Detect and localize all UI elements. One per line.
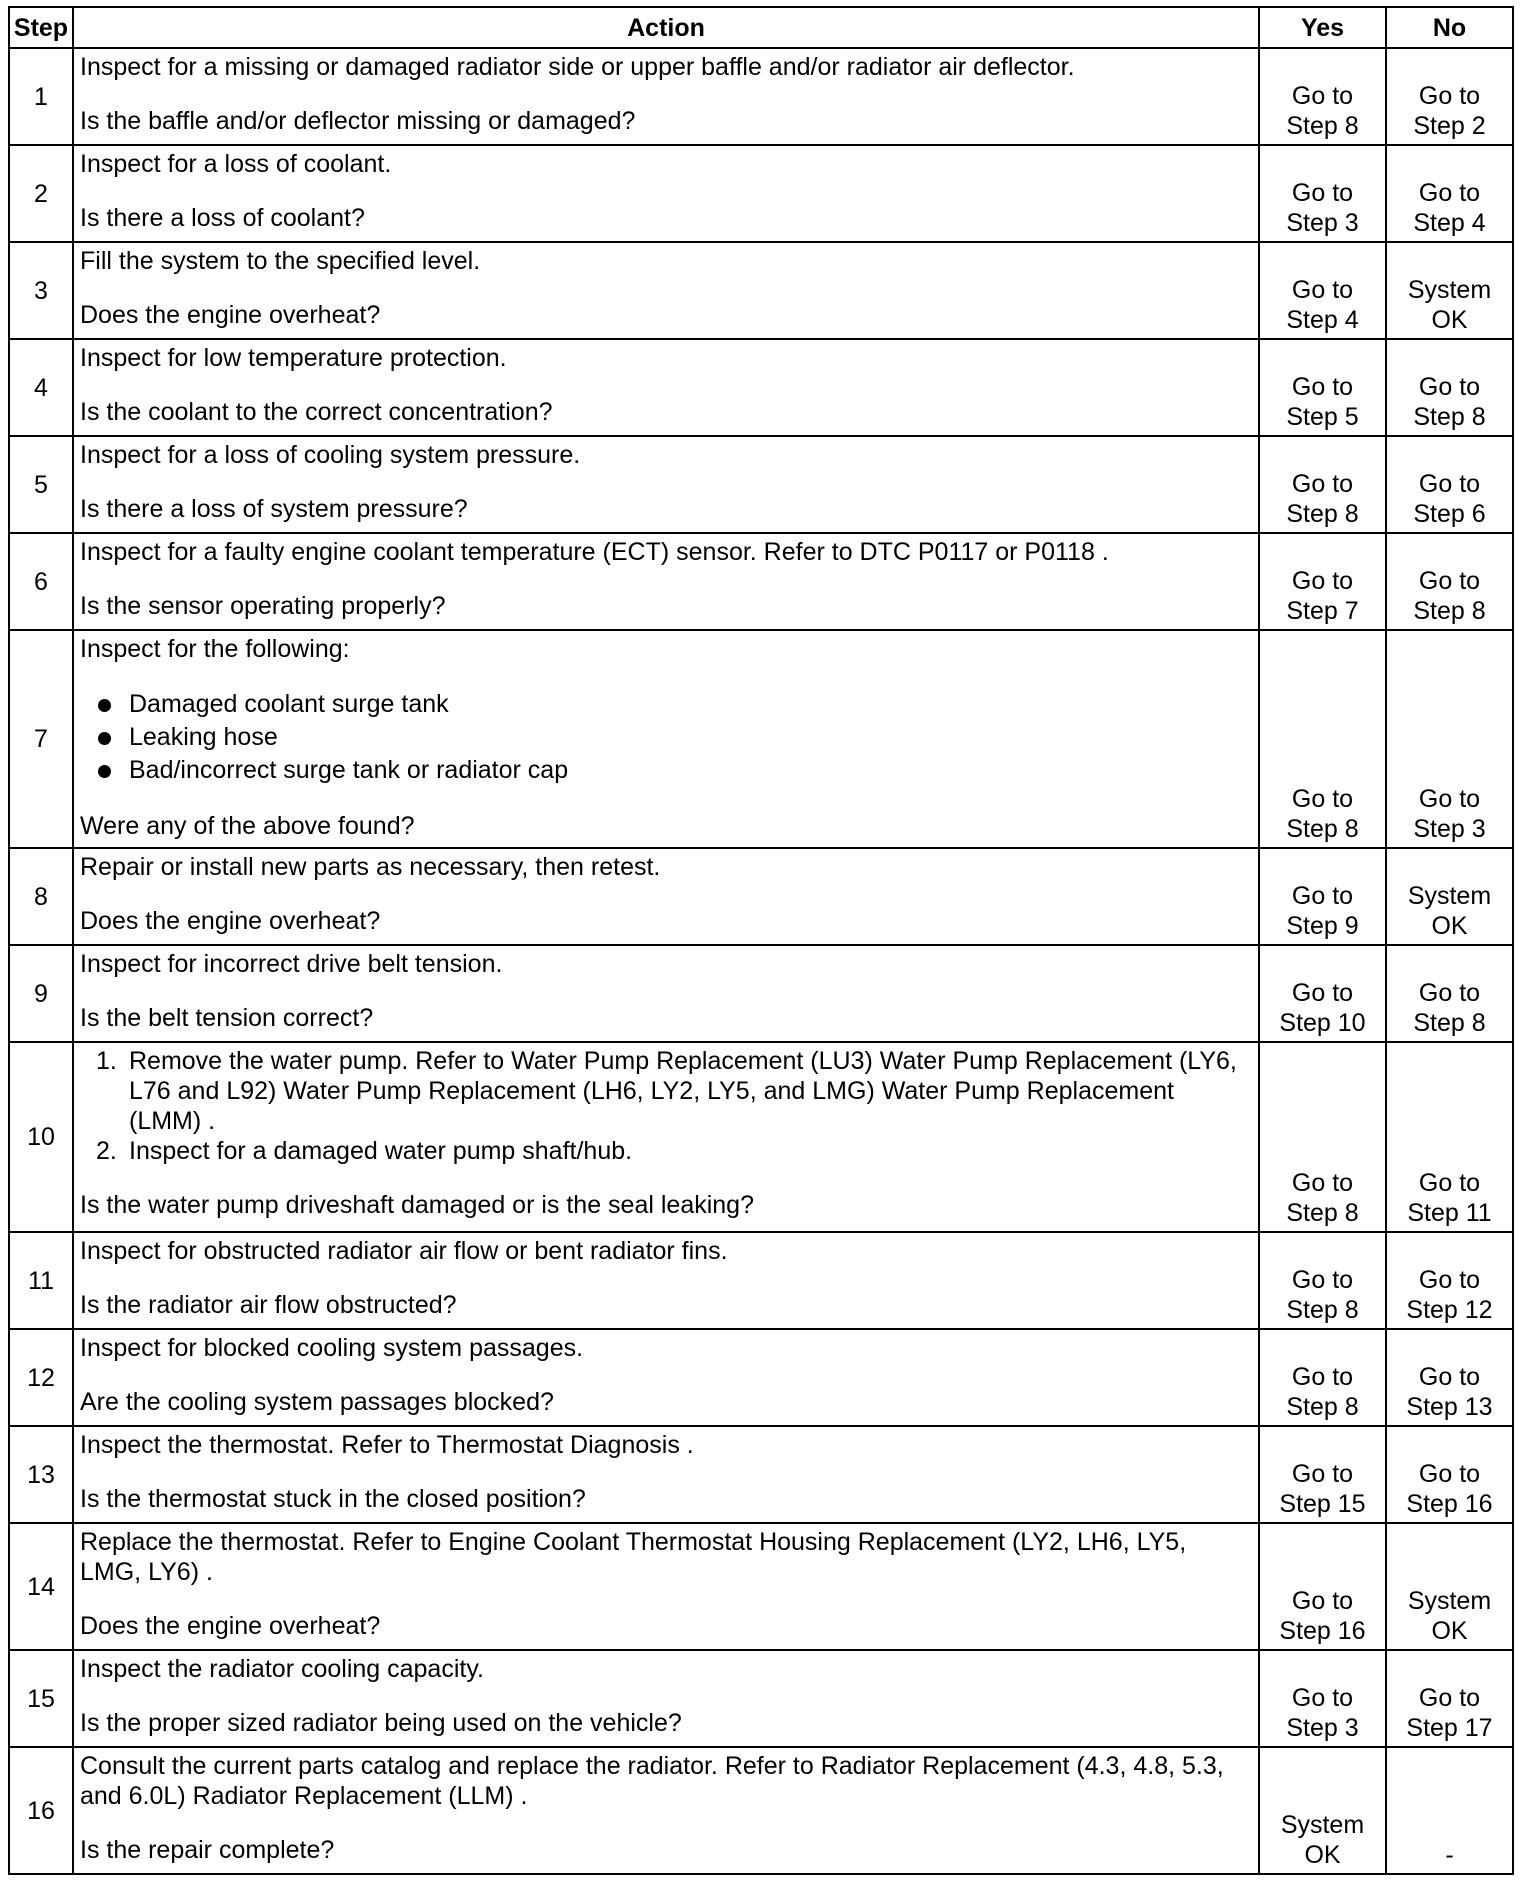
table-row — [9, 436, 1513, 533]
table-row — [9, 1650, 1513, 1747]
step-number-cell: 15 — [9, 1650, 73, 1747]
instruction-line: Inspect for low temperature protection. — [80, 344, 507, 372]
yes-result-line: Step 7 — [1286, 597, 1359, 625]
action-bullet-list — [80, 688, 1252, 787]
action-cell — [73, 848, 1259, 945]
no-result-line: Go to — [1418, 979, 1481, 1007]
no-result-line: Step 6 — [1413, 500, 1486, 528]
yes-result-line: Go to — [1291, 373, 1354, 401]
action-instruction — [80, 1527, 1252, 1587]
yes-result-cell — [1259, 1042, 1386, 1232]
action-instruction — [80, 634, 1252, 664]
no-result-line: Go to — [1418, 1363, 1481, 1391]
action-instruction — [80, 949, 1252, 979]
yes-result-line: Step 8 — [1286, 500, 1359, 528]
bullet-icon — [98, 765, 111, 778]
yes-result-cell — [1259, 339, 1386, 436]
yes-result-line: Step 8 — [1286, 1296, 1359, 1324]
no-result-cell — [1386, 1426, 1513, 1523]
action-question: Is there a loss of system pressure? — [80, 495, 468, 523]
yes-result-cell — [1259, 145, 1386, 242]
action-instruction — [80, 1236, 1252, 1266]
instruction-line: Repair or install new parts as necessary, then retest. — [80, 853, 661, 881]
instruction-line: Inspect for obstructed radiator air flow or bent radiator fins. — [80, 1237, 728, 1265]
action-question: Is there a loss of coolant? — [80, 204, 365, 232]
step-number-cell: 14 — [9, 1523, 73, 1650]
action-cell — [73, 1042, 1259, 1232]
no-result-cell — [1386, 48, 1513, 145]
table-row — [9, 1329, 1513, 1426]
no-result-cell — [1386, 242, 1513, 339]
action-cell — [73, 1650, 1259, 1747]
no-result-cell — [1386, 436, 1513, 533]
yes-result-line: Go to — [1291, 567, 1354, 595]
bullet-item — [80, 721, 1252, 754]
action-cell — [73, 630, 1259, 848]
no-result-cell — [1386, 1232, 1513, 1329]
action-cell — [73, 945, 1259, 1042]
yes-result-cell — [1259, 48, 1386, 145]
no-result-line: Step 3 — [1413, 815, 1486, 843]
action-cell — [73, 436, 1259, 533]
yes-result-line: Step 8 — [1286, 1393, 1359, 1421]
bullet-text: Bad/incorrect surge tank or radiator cap — [129, 756, 569, 784]
diagnostic-table — [8, 6, 1514, 1875]
instruction-line: Replace the thermostat. Refer to Engine Coolant Thermostat Housing Replacement (LY2, LH6, LY5, — [80, 1528, 1187, 1556]
bullet-icon — [98, 732, 111, 745]
action-question: Is the water pump driveshaft damaged or is the seal leaking? — [80, 1191, 754, 1219]
action-instruction — [80, 149, 1252, 179]
yes-result-cell — [1259, 945, 1386, 1042]
yes-result-line: OK — [1304, 1841, 1341, 1869]
action-cell — [73, 1232, 1259, 1329]
step-number-cell: 6 — [9, 533, 73, 630]
no-result-line: Go to — [1418, 82, 1481, 110]
yes-result-line: Go to — [1291, 1266, 1354, 1294]
step-number-cell: 9 — [9, 945, 73, 1042]
table-row — [9, 48, 1513, 145]
action-question: Is the radiator air flow obstructed? — [80, 1291, 457, 1319]
yes-result-line: Go to — [1291, 82, 1354, 110]
action-instruction — [80, 852, 1252, 882]
no-result-line: System — [1407, 1587, 1492, 1615]
instruction-line: Inspect for the following: — [80, 635, 350, 663]
no-result-cell — [1386, 1042, 1513, 1232]
step-number-cell: 5 — [9, 436, 73, 533]
action-instruction — [80, 1430, 1252, 1460]
numbered-item — [80, 1046, 1252, 1136]
no-result-line: Step 8 — [1413, 403, 1486, 431]
no-result-line: OK — [1431, 1617, 1468, 1645]
yes-result-line: Step 4 — [1286, 306, 1359, 334]
no-result-line: OK — [1431, 306, 1468, 334]
no-result-line: Step 8 — [1413, 597, 1486, 625]
action-instruction — [80, 1751, 1252, 1811]
yes-result-line: Go to — [1291, 979, 1354, 1007]
no-result-line: Go to — [1418, 373, 1481, 401]
yes-result-line: Step 8 — [1286, 112, 1359, 140]
yes-result-line: Step 10 — [1279, 1009, 1366, 1037]
no-result-cell — [1386, 1329, 1513, 1426]
no-result-line: Go to — [1418, 1460, 1481, 1488]
yes-result-cell — [1259, 1426, 1386, 1523]
table-row — [9, 1523, 1513, 1650]
numbered-item — [80, 1136, 1252, 1166]
action-cell — [73, 1523, 1259, 1650]
table-body — [9, 48, 1513, 1874]
action-instruction — [80, 52, 1252, 82]
action-cell — [73, 533, 1259, 630]
no-result-line: Step 12 — [1406, 1296, 1493, 1324]
yes-result-line: Step 5 — [1286, 403, 1359, 431]
no-result-line: Go to — [1418, 1266, 1481, 1294]
yes-result-line: Step 3 — [1286, 209, 1359, 237]
no-result-cell — [1386, 145, 1513, 242]
action-question: Is the belt tension correct? — [80, 1004, 374, 1032]
table-row — [9, 945, 1513, 1042]
no-result-cell — [1386, 533, 1513, 630]
yes-result-line: Go to — [1291, 1587, 1354, 1615]
numbered-item-line: (LMM) . — [129, 1107, 216, 1135]
yes-result-line: Step 8 — [1286, 1199, 1359, 1227]
no-result-line: Step 2 — [1413, 112, 1486, 140]
yes-result-line: Step 3 — [1286, 1714, 1359, 1742]
table-header-row — [9, 7, 1513, 48]
step-number-cell: 2 — [9, 145, 73, 242]
action-question: Does the engine overheat? — [80, 1612, 381, 1640]
yes-result-line: Go to — [1291, 179, 1354, 207]
action-instruction — [80, 537, 1252, 567]
action-instruction — [80, 1654, 1252, 1684]
action-instruction — [80, 440, 1252, 470]
no-result-line: System — [1407, 882, 1492, 910]
numbered-item-line: Remove the water pump. Refer to Water Pump Replacement (LU3) Water Pump Replacement (LY6, — [129, 1047, 1237, 1075]
yes-result-line: Go to — [1291, 470, 1354, 498]
instruction-line: Inspect the thermostat. Refer to Thermostat Diagnosis . — [80, 1431, 694, 1459]
no-result-line: Step 17 — [1406, 1714, 1493, 1742]
no-result-cell — [1386, 848, 1513, 945]
no-result-cell — [1386, 630, 1513, 848]
action-question: Is the baffle and/or deflector missing or damaged? — [80, 107, 636, 135]
step-column-header: Step — [9, 7, 73, 48]
step-number-cell: 8 — [9, 848, 73, 945]
table-row — [9, 848, 1513, 945]
no-result-cell — [1386, 339, 1513, 436]
no-result-line: Step 8 — [1413, 1009, 1486, 1037]
step-number-cell: 7 — [9, 630, 73, 848]
yes-result-cell — [1259, 1650, 1386, 1747]
action-question: Are the cooling system passages blocked? — [80, 1388, 554, 1416]
table-row — [9, 1747, 1513, 1874]
action-column-header: Action — [73, 7, 1259, 48]
no-result-cell — [1386, 1523, 1513, 1650]
yes-result-line: System — [1280, 1811, 1365, 1839]
bullet-icon — [98, 699, 111, 712]
no-result-line: System — [1407, 276, 1492, 304]
action-cell — [73, 1747, 1259, 1874]
instruction-line: Inspect for a missing or damaged radiator side or upper baffle and/or radiator air deflector. — [80, 53, 1075, 81]
action-question: Is the coolant to the correct concentration? — [80, 398, 553, 426]
step-number-cell: 1 — [9, 48, 73, 145]
yes-result-line: Step 8 — [1286, 815, 1359, 843]
no-result-line: Step 11 — [1407, 1199, 1492, 1227]
yes-result-line: Go to — [1291, 1169, 1354, 1197]
yes-result-line: Step 15 — [1279, 1490, 1366, 1518]
no-result-line: Step 16 — [1406, 1490, 1493, 1518]
yes-result-line: Go to — [1291, 1460, 1354, 1488]
bullet-text: Damaged coolant surge tank — [129, 690, 449, 718]
table-row — [9, 1426, 1513, 1523]
instruction-line: Fill the system to the specified level. — [80, 247, 481, 275]
action-question: Were any of the above found? — [80, 812, 415, 840]
yes-result-cell — [1259, 1329, 1386, 1426]
yes-result-cell — [1259, 242, 1386, 339]
table-row — [9, 1042, 1513, 1232]
action-instruction — [80, 1333, 1252, 1363]
instruction-line: Inspect for a faulty engine coolant temperature (ECT) sensor. Refer to DTC P0117 or P0118 . — [80, 538, 1109, 566]
no-result-line: Go to — [1418, 179, 1481, 207]
item-number: 2. — [96, 1137, 117, 1165]
no-result-line: Go to — [1418, 470, 1481, 498]
yes-result-line: Step 16 — [1279, 1617, 1366, 1645]
action-question: Is the repair complete? — [80, 1836, 335, 1864]
table-row — [9, 533, 1513, 630]
bullet-item — [80, 754, 1252, 787]
yes-result-line: Go to — [1291, 785, 1354, 813]
table-row — [9, 1232, 1513, 1329]
step-number-cell: 4 — [9, 339, 73, 436]
instruction-line: Inspect for incorrect drive belt tension. — [80, 950, 503, 978]
action-question: Does the engine overheat? — [80, 301, 381, 329]
action-question: Is the thermostat stuck in the closed position? — [80, 1485, 586, 1513]
instruction-line: and 6.0L) Radiator Replacement (LLM) . — [80, 1782, 528, 1810]
no-result-line: Go to — [1418, 785, 1481, 813]
no-column-header: No — [1386, 7, 1513, 48]
numbered-item-line: L76 and L92) Water Pump Replacement (LH6, LY2, LY5, and LMG) Water Pump Replacement — [129, 1077, 1174, 1105]
table-row — [9, 145, 1513, 242]
action-instruction — [80, 343, 1252, 373]
bullet-text: Leaking hose — [129, 723, 278, 751]
action-cell — [73, 48, 1259, 145]
yes-result-cell — [1259, 630, 1386, 848]
no-result-cell — [1386, 1747, 1513, 1874]
table-row — [9, 339, 1513, 436]
numbered-item-line: Inspect for a damaged water pump shaft/hub. — [129, 1137, 633, 1165]
action-cell — [73, 242, 1259, 339]
action-question: Is the proper sized radiator being used on the vehicle? — [80, 1709, 682, 1737]
instruction-line: Consult the current parts catalog and replace the radiator. Refer to Radiator Replacement (4.3, 4.8, 5.3, — [80, 1752, 1224, 1780]
table-row — [9, 630, 1513, 848]
no-result-line: Go to — [1418, 1684, 1481, 1712]
yes-result-line: Go to — [1291, 1363, 1354, 1391]
yes-result-line: Step 9 — [1286, 912, 1359, 940]
instruction-line: Inspect the radiator cooling capacity. — [80, 1655, 484, 1683]
table-row — [9, 242, 1513, 339]
no-result-line: Step 13 — [1406, 1393, 1493, 1421]
instruction-line: Inspect for blocked cooling system passages. — [80, 1334, 584, 1362]
no-result-line: OK — [1431, 912, 1468, 940]
step-number-cell: 3 — [9, 242, 73, 339]
action-question: Is the sensor operating properly? — [80, 592, 446, 620]
instruction-line: Inspect for a loss of cooling system pressure. — [80, 441, 581, 469]
yes-result-cell — [1259, 1523, 1386, 1650]
action-cell — [73, 1329, 1259, 1426]
bullet-item — [80, 688, 1252, 721]
action-numbered-list — [80, 1046, 1252, 1166]
instruction-line: LMG, LY6) . — [80, 1558, 213, 1586]
yes-result-cell — [1259, 436, 1386, 533]
yes-result-cell — [1259, 533, 1386, 630]
no-result-cell — [1386, 945, 1513, 1042]
item-number: 1. — [96, 1047, 117, 1075]
yes-column-header: Yes — [1259, 7, 1386, 48]
step-number-cell: 12 — [9, 1329, 73, 1426]
yes-result-cell — [1259, 1232, 1386, 1329]
no-result-line: Go to — [1418, 567, 1481, 595]
yes-result-line: Go to — [1291, 276, 1354, 304]
no-result-line: Step 4 — [1413, 209, 1486, 237]
yes-result-cell — [1259, 848, 1386, 945]
step-number-cell: 13 — [9, 1426, 73, 1523]
yes-result-line: Go to — [1291, 1684, 1354, 1712]
yes-result-cell — [1259, 1747, 1386, 1874]
no-result-line: - — [1445, 1841, 1454, 1869]
instruction-line: Inspect for a loss of coolant. — [80, 150, 392, 178]
step-number-cell: 10 — [9, 1042, 73, 1232]
yes-result-line: Go to — [1291, 882, 1354, 910]
action-question: Does the engine overheat? — [80, 907, 381, 935]
action-cell — [73, 145, 1259, 242]
step-number-cell: 11 — [9, 1232, 73, 1329]
no-result-cell — [1386, 1650, 1513, 1747]
step-number-cell: 16 — [9, 1747, 73, 1874]
no-result-line: Go to — [1418, 1169, 1481, 1197]
action-cell — [73, 1426, 1259, 1523]
action-cell — [73, 339, 1259, 436]
action-instruction — [80, 246, 1252, 276]
